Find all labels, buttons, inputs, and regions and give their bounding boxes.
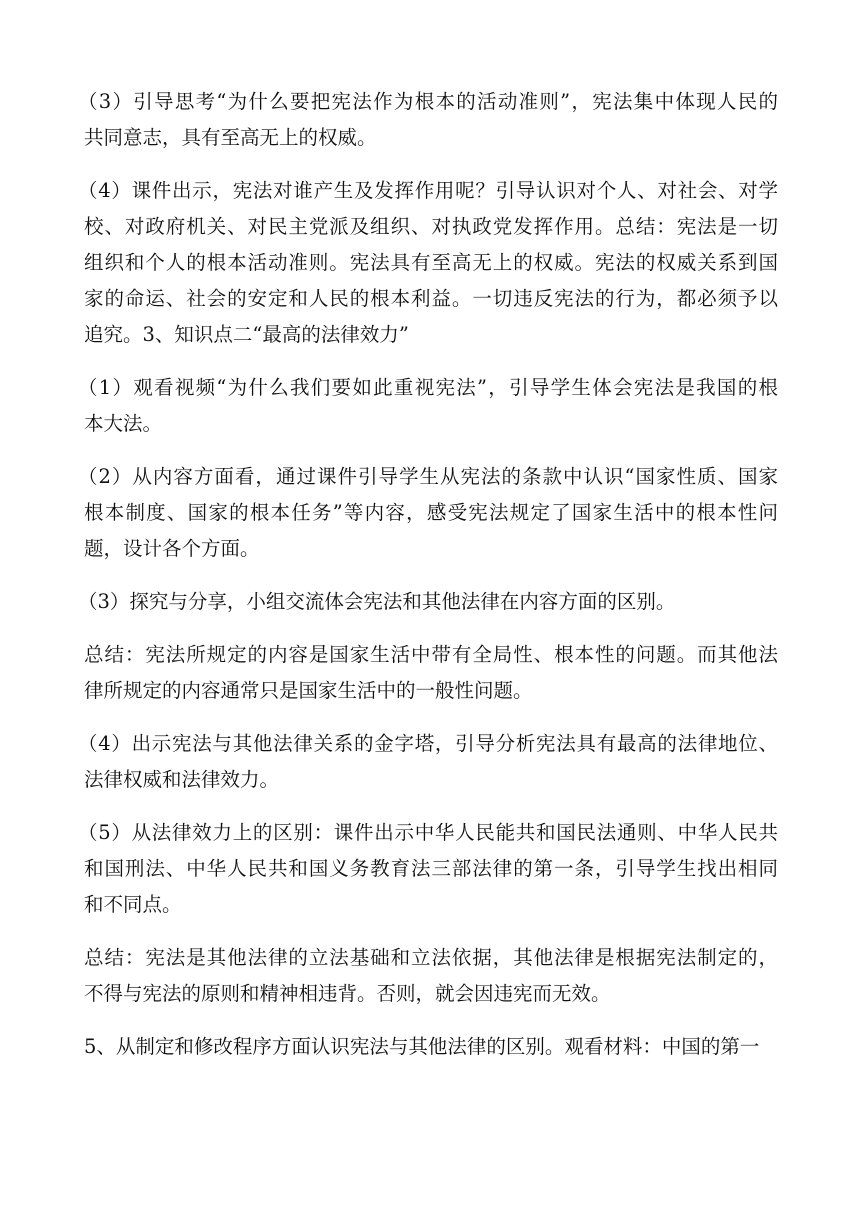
paragraph-gap: [84, 1012, 778, 1029]
paragraph-gap: [84, 442, 778, 459]
text-line: 和不同点。: [84, 893, 182, 916]
text-line: 追究。3、知识点二“最高的法律效力”: [84, 323, 409, 346]
text-line: 律所规定的内容通常只是国家生活中的一般性问题。: [84, 679, 533, 702]
paragraph-p3: [78, 370, 778, 442]
text-line: 校、对政府机关、对民主党派及组织、对执政党发挥作用。总结：宪法是一切: [84, 215, 778, 238]
paragraph-p7: [78, 726, 778, 798]
paragraph-gap: [84, 353, 778, 370]
text-line: （2）从内容方面看，通过课件引导学生从宪法的条款中认识“国家性质、国家: [78, 465, 778, 488]
text-line: 题，设计各个方面。: [84, 537, 260, 560]
text-line: 家的命运、社会的安定和人民的根本利益。一切违反宪法的行为，都必须予以: [84, 287, 778, 310]
paragraph-p10: [84, 1029, 778, 1065]
text-line: 5、从制定和修改程序方面认识宪法与其他法律的区别。观看材料：中国的第一: [84, 1035, 760, 1058]
paragraph-p4: [78, 459, 778, 567]
paragraph-gap: [84, 923, 778, 940]
text-line: 法律权威和法律效力。: [84, 768, 280, 791]
text-line: 和国刑法、中华人民共和国义务教育法三部法律的第一条，引导学生找出相同: [84, 857, 778, 880]
paragraph-p9: [84, 940, 778, 1012]
text-line: 本大法。: [84, 412, 163, 435]
paragraph-p1: [78, 84, 778, 156]
text-line: （5）从法律效力上的区别：课件出示中华人民能共和国民法通则、中华人民共: [78, 821, 778, 844]
text-line: （4）课件出示，宪法对谁产生及发挥作用呢？引导认识对个人、对社会、对学: [78, 179, 778, 202]
text-line: （3）探究与分享，小组交流体会宪法和其他法律在内容方面的区别。: [78, 590, 676, 613]
paragraph-gap: [84, 567, 778, 584]
text-line: 总结：宪法所规定的内容是国家生活中带有全局性、根本性的问题。而其他法: [84, 643, 778, 666]
paragraph-gap: [84, 620, 778, 637]
text-line: （1）观看视频“为什么我们要如此重视宪法”，引导学生体会宪法是我国的根: [78, 376, 778, 399]
paragraph-gap: [84, 709, 778, 726]
paragraph-gap: [84, 156, 778, 173]
paragraph-p8: [78, 815, 778, 923]
text-line: 共同意志，具有至高无上的权威。: [84, 126, 377, 149]
text-line: 根本制度、国家的根本任务”等内容，感受宪法规定了国家生活中的根本性问: [84, 501, 778, 524]
text-line: （4）出示宪法与其他法律关系的金字塔，引导分析宪法具有最高的法律地位、: [78, 732, 778, 755]
paragraph-p2: [78, 173, 778, 353]
text-line: 不得与宪法的原则和精神相违背。否则，就会因违宪而无效。: [84, 982, 611, 1005]
text-line: （3）引导思考“为什么要把宪法作为根本的活动准则”，宪法集中体现人民的: [78, 90, 778, 113]
paragraph-p6: [84, 637, 778, 709]
text-line: 组织和个人的根本活动准则。宪法具有至高无上的权威。宪法的权威关系到国: [84, 251, 778, 274]
text-line: 总结：宪法是其他法律的立法基础和立法依据，其他法律是根据宪法制定的，: [84, 946, 778, 969]
paragraph-gap: [84, 798, 778, 815]
paragraph-p5: [78, 584, 778, 620]
document-page: [78, 84, 778, 1065]
